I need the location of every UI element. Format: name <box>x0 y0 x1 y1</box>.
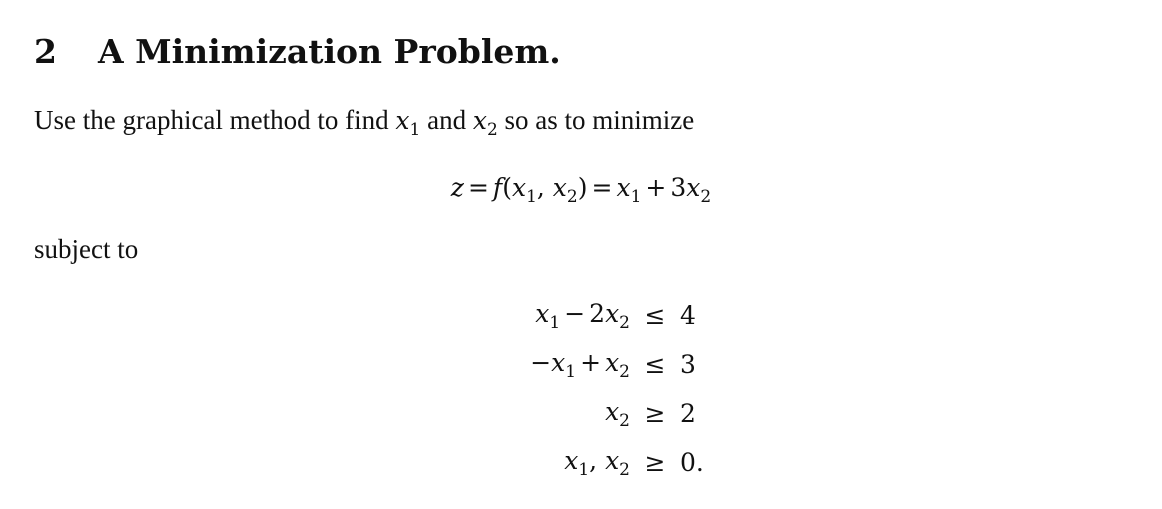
constraints-table <box>440 291 760 487</box>
objective-term-x2: x <box>686 173 701 202</box>
objective-term-x1-subscript: 1 <box>630 187 642 207</box>
constraint-relation: ≤ <box>644 350 666 379</box>
constraint-var: x <box>551 348 566 377</box>
constraint-comma: , <box>589 446 606 475</box>
constraint-var: x <box>605 348 620 377</box>
constraint-subscript: 1 <box>549 313 561 333</box>
constraint-operator: + <box>580 348 602 377</box>
objective-equation <box>0 168 1162 211</box>
objective-equals-1: = <box>467 173 489 202</box>
constraint-relation: ≥ <box>644 448 666 477</box>
constraint-subscript: 2 <box>619 411 630 431</box>
objective-arg-x2-subscript: 2 <box>566 187 578 207</box>
constraint-relation: ≥ <box>644 399 666 428</box>
intro-text-before: Use the graphical method to find <box>34 105 396 135</box>
constraint-lhs <box>440 389 630 438</box>
constraint-relation: ≤ <box>644 301 666 330</box>
objective-open-paren: ( <box>502 173 512 202</box>
constraint-rhs: 0. <box>680 448 704 477</box>
objective-z: z <box>450 173 464 202</box>
constraint-lhs <box>440 291 630 340</box>
constraint-row <box>440 389 760 438</box>
section-number: 2 <box>34 32 57 71</box>
constraint-var: x <box>605 446 620 475</box>
constraint-operator: − <box>564 299 586 328</box>
objective-arg-x2: x <box>552 173 567 202</box>
constraint-var: x <box>564 446 579 475</box>
objective-arg-x1-subscript: 1 <box>526 187 537 207</box>
constraint-subscript: 1 <box>565 362 577 382</box>
constraint-subscript: 1 <box>578 460 590 480</box>
section-heading <box>34 28 561 76</box>
constraint-row <box>440 291 760 340</box>
objective-term-x1: x <box>616 173 631 202</box>
objective-f: f <box>492 173 503 202</box>
objective-plus: + <box>645 173 667 202</box>
intro-var-x2: x <box>472 106 487 135</box>
objective-term-x2-subscript: 2 <box>700 187 712 207</box>
constraint-coefficient: 2 <box>589 299 606 328</box>
constraint-lhs <box>440 438 630 487</box>
intro-var-x2-subscript: 2 <box>486 120 498 140</box>
constraint-var: x <box>605 397 620 426</box>
subject-to-text: subject to <box>34 234 139 264</box>
constraint-rhs: 4 <box>680 301 696 330</box>
constraint-rhs: 3 <box>680 350 696 379</box>
constraint-subscript: 2 <box>619 313 630 333</box>
intro-paragraph <box>34 102 694 142</box>
intro-text-after: so as to minimize <box>497 105 695 135</box>
constraint-subscript: 2 <box>619 362 630 382</box>
objective-close-paren: ) <box>577 173 588 202</box>
objective-coefficient: 3 <box>670 173 687 202</box>
constraint-rhs: 2 <box>680 399 696 428</box>
constraint-negation: − <box>530 348 552 377</box>
constraint-subscript: 2 <box>619 460 630 480</box>
intro-text-middle: and <box>420 105 473 135</box>
constraint-lhs <box>440 340 630 389</box>
intro-var-x1: x <box>395 106 410 135</box>
constraint-var: x <box>535 299 550 328</box>
constraint-row <box>440 340 760 389</box>
objective-equals-2: = <box>591 173 613 202</box>
constraint-row <box>440 438 760 487</box>
constraint-var: x <box>605 299 620 328</box>
section-title: A Minimization Problem. <box>98 32 561 71</box>
objective-arg-x1: x <box>511 173 527 202</box>
objective-comma: , <box>536 173 553 202</box>
intro-var-x1-subscript: 1 <box>409 120 421 140</box>
